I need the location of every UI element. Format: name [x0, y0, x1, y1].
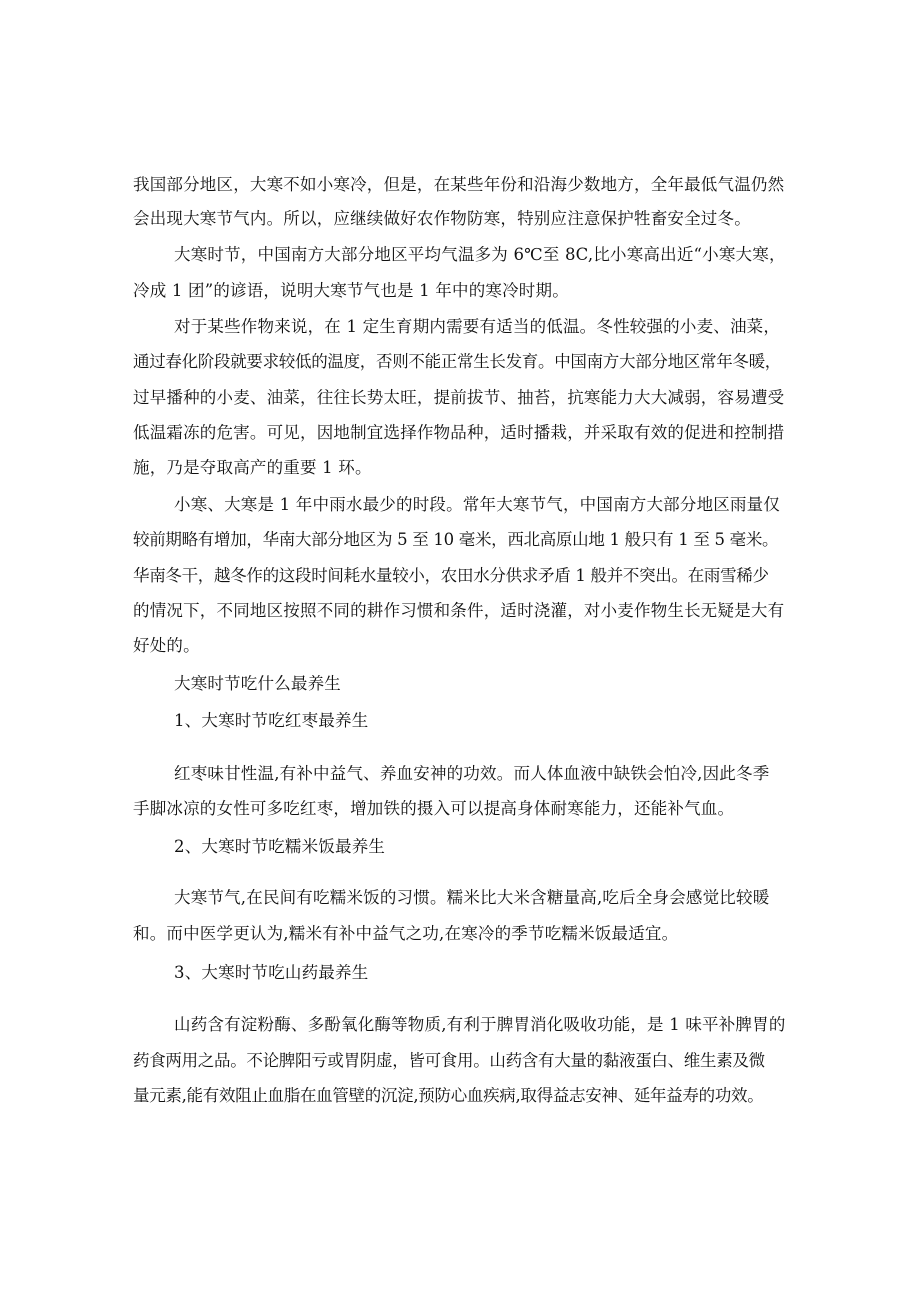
paragraph-4-line-1: 小寒、大寒是 1 年中雨水最少的时段。常年大寒节气，中国南方大部分地区雨量仅: [174, 495, 781, 514]
paragraph-3-line-1: 对于某些作物来说，在 1 定生育期内需要有适当的低温。冬性较强的小麦、油菜，: [174, 317, 781, 336]
paragraph-4-line-3: 华南冬干，越冬作的这段时间耗水量较小，农田水分供求矛盾 1 般并不突出。在雨雪稀少: [133, 566, 769, 585]
paragraph-3-line-5: 施，乃是夺取高产的重要 1 环。: [133, 458, 372, 477]
paragraph-4-line-5: 好处的。: [133, 636, 200, 655]
paragraph-4-line-4: 的情况下，不同地区按照不同的耕作习惯和条件，适时浇灌，对小麦作物生长无疑是大有: [133, 601, 785, 620]
paragraph-2-line-2: 冷成 1 团”的谚语，说明大寒节气也是 1 年中的寒冷时期。: [133, 281, 569, 300]
item-1-heading: 1、大寒时节吃红枣最养生: [174, 711, 369, 730]
paragraph-1-line-2: 会出现大寒节气内。所以，应继续做好农作物防寒，特别应注意保护牲畜安全过冬。: [133, 209, 751, 228]
paragraph-3-line-3: 过早播种的小麦、油菜，往往长势太旺，提前拔节、抽苔，抗寒能力大大减弱，容易遭受: [133, 388, 785, 407]
item-3-line-3: 量元素,能有效阻止血脂在血管壁的沉淀,预防心血疾病,取得益志安神、延年益寿的功效。: [133, 1086, 764, 1105]
section-title: 大寒时节吃什么最养生: [174, 674, 341, 693]
item-1-line-1: 红枣味甘性温,有补中益气、养血安神的功效。而人体血液中缺铁会怕冷,因此冬季: [174, 764, 770, 783]
paragraph-3-line-2: 通过春化阶段就要求较低的温度，否则不能正常生长发育。中国南方大部分地区常年冬暖，: [133, 352, 782, 371]
item-2-line-2: 和。而中医学更认为,糯米有补中益气之功,在寒冷的季节吃糯米饭最适宜。: [133, 924, 679, 943]
paragraph-3-line-4: 低温霜冻的危害。可见，因地制宜选择作物品种，适时播栽，并采取有效的促进和控制措: [133, 423, 785, 442]
item-3-line-1: 山药含有淀粉酶、多酚氧化酶等物质,有利于脾胃消化吸收功能，是 1 味平补脾胃的: [174, 1015, 786, 1034]
paragraph-2-line-1: 大寒时节，中国南方大部分地区平均气温多为 6℃至 8C,比小寒高出近“小寒大寒，: [174, 245, 786, 264]
paragraph-4-line-2: 较前期略有增加，华南大部分地区为 5 至 10 毫米，西北高原山地 1 般只有 1 至 5 毫米。: [133, 530, 779, 549]
paragraph-1-line-1: 我国部分地区，大寒不如小寒冷，但是，在某些年份和沿海少数地方，全年最低气温仍然: [133, 175, 785, 194]
item-1-line-2: 手脚冰凉的女性可多吃红枣，增加铁的摄入可以提高身体耐寒能力，还能补气血。: [133, 799, 735, 818]
item-2-line-1: 大寒节气,在民间有吃糯米饭的习惯。糯米比大米含糖量高,吃后全身会感觉比较暖: [174, 888, 770, 907]
item-3-heading: 3、大寒时节吃山药最养生: [174, 963, 369, 982]
item-2-heading: 2、大寒时节吃糯米饭最养生: [174, 837, 386, 856]
item-3-line-2: 药食两用之品。不论脾阳亏或胃阴虚，皆可食用。山药含有大量的黏液蛋白、维生素及微: [133, 1051, 765, 1070]
